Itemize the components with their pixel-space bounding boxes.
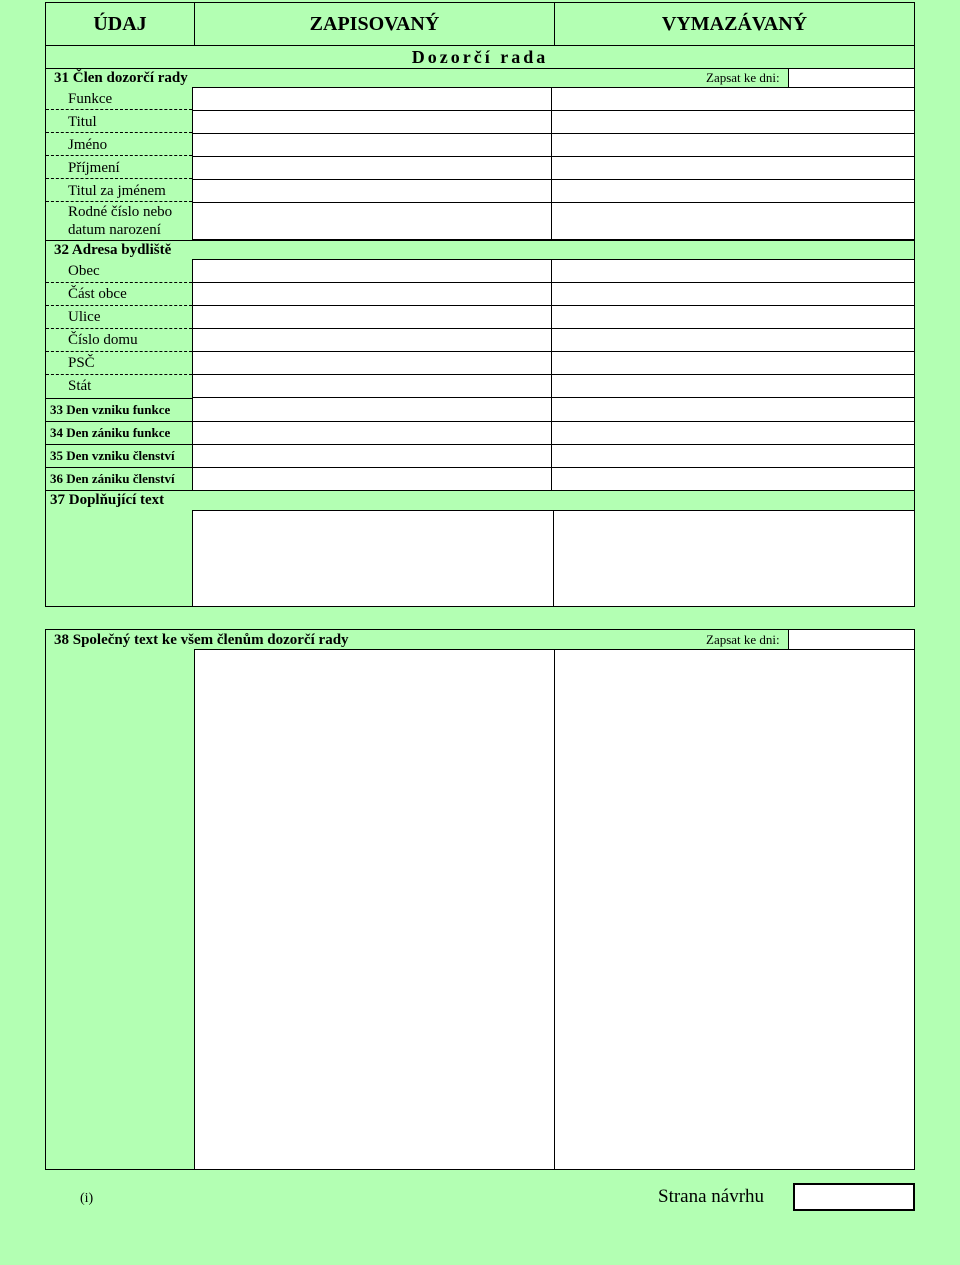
header-vymazavany-label: VYMAZÁVANÝ <box>661 12 808 35</box>
section-title: Dozorčí rada <box>411 47 549 67</box>
label-rodne-cislo: Rodné číslo nebo <box>68 204 173 220</box>
cislo-domu-zapisovany-input[interactable] <box>192 328 552 352</box>
header-zapisovany-label: ZAPISOVANÝ <box>309 12 440 35</box>
common-zapsat-label: Zapsat ke dni: <box>706 632 780 647</box>
label-titul-za-jmenem: Titul za jménem <box>68 183 166 199</box>
divider <box>46 109 192 110</box>
den-vzniku-clenstvi-zapisovany-input[interactable] <box>192 444 552 468</box>
supplementary-heading: 37 Doplňující text <box>50 492 165 508</box>
label-stat: Stát <box>68 378 92 394</box>
prijmeni-vymazavany-input[interactable] <box>551 156 915 180</box>
den-vzniku-clenstvi-vymazavany-input[interactable] <box>551 444 915 468</box>
jmeno-vymazavany-input[interactable] <box>551 133 915 157</box>
psc-zapisovany-input[interactable] <box>192 351 552 375</box>
rodne-cislo-vymazavany-input[interactable] <box>551 202 915 240</box>
label-prijmeni: Příjmení <box>68 160 120 176</box>
funkce-vymazavany-input[interactable] <box>551 87 915 111</box>
jmeno-zapisovany-input[interactable] <box>192 133 552 157</box>
header-vymazavany <box>554 2 915 46</box>
member-heading: 31 Člen dozorčí rady <box>54 70 188 86</box>
ulice-zapisovany-input[interactable] <box>192 305 552 329</box>
divider <box>46 178 192 179</box>
label-psc: PSČ <box>68 355 95 371</box>
funkce-zapisovany-input[interactable] <box>192 87 552 111</box>
common-zapsat-date-input[interactable] <box>788 629 915 650</box>
prijmeni-zapisovany-input[interactable] <box>192 156 552 180</box>
den-zaniku-funkce-vymazavany-input[interactable] <box>551 421 915 445</box>
den-vzniku-funkce-zapisovany-input[interactable] <box>192 397 552 422</box>
cislo-domu-vymazavany-input[interactable] <box>551 328 915 352</box>
divider <box>46 201 192 202</box>
label-jmeno: Jméno <box>68 137 108 153</box>
stat-zapisovany-input[interactable] <box>192 374 552 398</box>
titul-zapisovany-input[interactable] <box>192 110 552 134</box>
label-den-vzniku-clenstvi: 35 Den vzniku členství <box>50 448 175 463</box>
info-icon[interactable]: (i) <box>80 1191 94 1206</box>
obec-vymazavany-input[interactable] <box>551 259 915 283</box>
doplnujici-text-zapisovany-input[interactable] <box>192 510 554 607</box>
label-den-zaniku-clenstvi: 36 Den zániku členství <box>50 471 175 486</box>
common-text-zapisovany-input[interactable] <box>194 649 555 1170</box>
header-udaj-label: ÚDAJ <box>93 12 147 35</box>
obec-zapisovany-input[interactable] <box>192 259 552 283</box>
psc-vymazavany-input[interactable] <box>551 351 915 375</box>
den-vzniku-funkce-vymazavany-input[interactable] <box>551 397 915 422</box>
divider <box>45 490 915 491</box>
titul-vymazavany-input[interactable] <box>551 110 915 134</box>
header-udaj <box>45 2 195 46</box>
titul-za-jmenem-zapisovany-input[interactable] <box>192 179 552 203</box>
address-heading: 32 Adresa bydliště <box>54 242 172 258</box>
den-zaniku-clenstvi-zapisovany-input[interactable] <box>192 467 552 491</box>
label-datum-narozeni: datum narození <box>68 222 161 238</box>
stat-vymazavany-input[interactable] <box>551 374 915 398</box>
common-heading: 38 Společný text ke všem členům dozorčí rady <box>54 632 349 648</box>
divider <box>46 155 192 156</box>
label-den-vzniku-funkce: 33 Den vzniku funkce <box>50 402 171 417</box>
ulice-vymazavany-input[interactable] <box>551 305 915 329</box>
cast-obce-zapisovany-input[interactable] <box>192 282 552 306</box>
page-number-input[interactable] <box>793 1183 915 1211</box>
label-obec: Obec <box>68 263 100 279</box>
label-ulice: Ulice <box>68 309 101 325</box>
doplnujici-text-vymazavany-input[interactable] <box>553 510 915 607</box>
titul-za-jmenem-vymazavany-input[interactable] <box>551 179 915 203</box>
header-zapisovany <box>194 2 555 46</box>
zapsat-label: Zapsat ke dni: <box>706 70 780 85</box>
divider <box>45 240 915 241</box>
label-cast-obce: Část obce <box>68 286 127 302</box>
label-funkce: Funkce <box>68 91 113 107</box>
label-den-zaniku-funkce: 34 Den zániku funkce <box>50 425 171 440</box>
label-titul: Titul <box>68 114 97 130</box>
zapsat-date-input[interactable] <box>788 68 915 88</box>
rodne-cislo-zapisovany-input[interactable] <box>192 202 552 240</box>
page-number-label: Strana návrhu <box>658 1186 765 1207</box>
common-text-vymazavany-input[interactable] <box>554 649 915 1170</box>
den-zaniku-funkce-zapisovany-input[interactable] <box>192 421 552 445</box>
den-zaniku-clenstvi-vymazavany-input[interactable] <box>551 467 915 491</box>
divider <box>46 132 192 133</box>
label-cislo-domu: Číslo domu <box>68 332 138 348</box>
cast-obce-vymazavany-input[interactable] <box>551 282 915 306</box>
